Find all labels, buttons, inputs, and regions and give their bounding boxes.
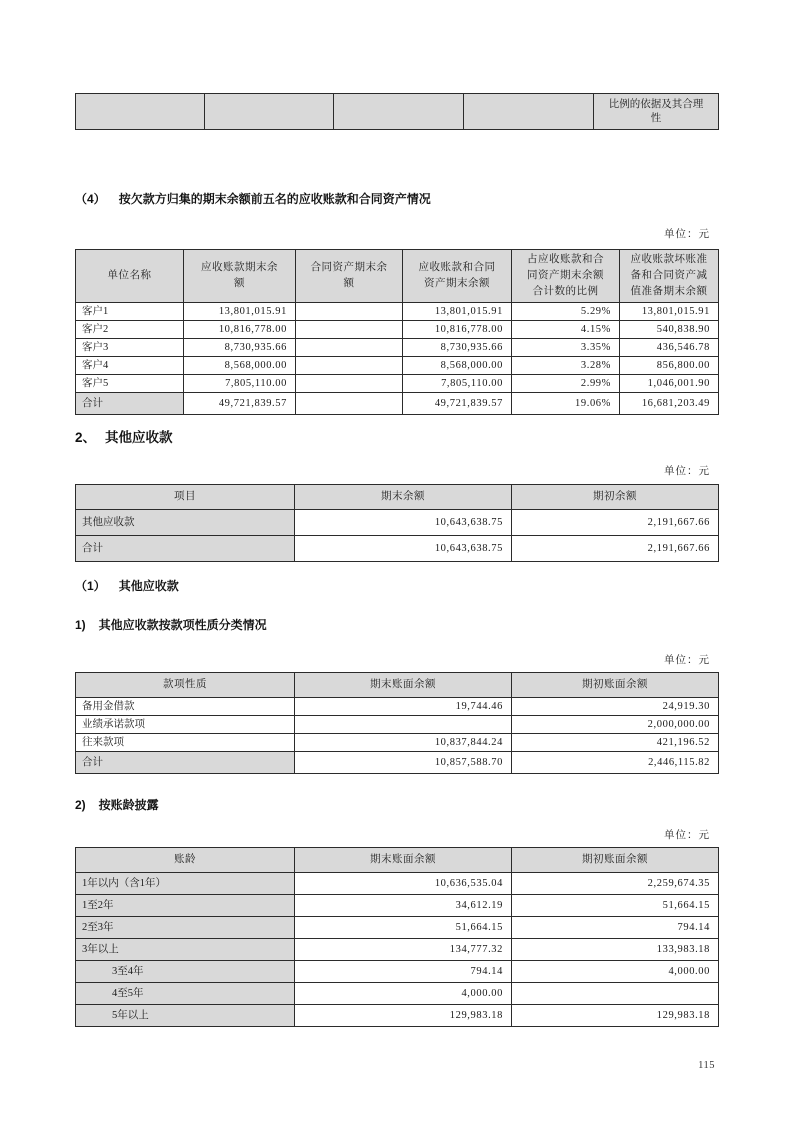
- table-cell: 3至4年: [76, 961, 295, 983]
- heading-title: 按账龄披露: [98, 798, 159, 812]
- table-cell: 1,046,001.90: [620, 375, 719, 393]
- table-cell: 1年以内（含1年）: [76, 873, 295, 895]
- table-cell: 794.14: [295, 961, 512, 983]
- heading-title: 按欠款方归集的期末余额前五名的应收账款和合同资产情况: [118, 192, 431, 206]
- table-row: [76, 303, 719, 321]
- unit-label: 单位：元: [664, 830, 710, 841]
- table-cell: [512, 983, 719, 1005]
- table-cell: 往来款项: [76, 734, 295, 752]
- table-cell: 421,196.52: [512, 734, 719, 752]
- column-header: 期末余额: [295, 485, 512, 510]
- table-cell: 2,000,000.00: [512, 716, 719, 734]
- table-cell: 5年以上: [76, 1005, 295, 1027]
- page-content: [75, 93, 718, 1071]
- table-cell: [295, 716, 512, 734]
- table-cell: 3年以上: [76, 939, 295, 961]
- table-cell: 129,983.18: [512, 1005, 719, 1027]
- column-header: 合同资产期末余额: [296, 250, 403, 303]
- heading-number: （1）: [75, 579, 106, 593]
- unit-label: 单位：元: [664, 466, 710, 477]
- heading-number: 1): [75, 618, 86, 632]
- table-cell: 2.99%: [512, 375, 620, 393]
- heading-title: 其他应收款: [118, 579, 179, 593]
- column-header: 应收账款期末余额: [184, 250, 296, 303]
- table-cell: 436,546.78: [620, 339, 719, 357]
- table-cell: 10,816,778.00: [184, 321, 296, 339]
- table-cell: 10,636,535.04: [295, 873, 512, 895]
- table-row: [76, 895, 719, 917]
- table-cell: 540,838.90: [620, 321, 719, 339]
- table-header-row: [76, 673, 719, 698]
- table-cell: 19.06%: [512, 393, 620, 415]
- table-cell: 4,000.00: [512, 961, 719, 983]
- table-row: [76, 917, 719, 939]
- unit-label: 单位：元: [664, 655, 710, 666]
- table-cell: 2,191,667.66: [512, 510, 719, 536]
- table-total-row: [76, 752, 719, 774]
- table-cell: 2,446,115.82: [512, 752, 719, 774]
- top5-table: [75, 249, 719, 415]
- subsection-heading-by-nature: [75, 618, 718, 633]
- table-row: [76, 716, 719, 734]
- table-cell: 10,643,638.75: [295, 536, 512, 562]
- by-nature-table: [75, 672, 719, 774]
- table-cell: 4,000.00: [295, 983, 512, 1005]
- table-cell: 10,816,778.00: [403, 321, 512, 339]
- table-cell: 客户3: [76, 339, 184, 357]
- column-header: 期末账面余额: [295, 673, 512, 698]
- table-total-row: [76, 536, 719, 562]
- table-cell: 13,801,015.91: [184, 303, 296, 321]
- table-row: [76, 873, 719, 895]
- table-row: [76, 375, 719, 393]
- table-cell: 794.14: [512, 917, 719, 939]
- table-cell: 856,800.00: [620, 357, 719, 375]
- subsection-heading-by-aging: [75, 798, 718, 813]
- table-row: [76, 357, 719, 375]
- table-cell: 业绩承诺款项: [76, 716, 295, 734]
- table-cell: 16,681,203.49: [620, 393, 719, 415]
- heading-number: （4）: [75, 192, 106, 206]
- column-header: 期末账面余额: [295, 848, 512, 873]
- table-row: [76, 983, 719, 1005]
- column-header: 项目: [76, 485, 295, 510]
- page-number: 115: [698, 1060, 715, 1071]
- table-cell: 其他应收款: [76, 510, 295, 536]
- table-cell: 10,857,588.70: [295, 752, 512, 774]
- table-cell: 4.15%: [512, 321, 620, 339]
- table-cell: 5.29%: [512, 303, 620, 321]
- table-cell: [296, 339, 403, 357]
- table-cell: 1至2年: [76, 895, 295, 917]
- table-cell: 客户5: [76, 375, 184, 393]
- table-row: [76, 961, 719, 983]
- table-cell: [296, 375, 403, 393]
- table-row: [76, 339, 719, 357]
- table-cell: 比例的依据及其合理性: [594, 94, 719, 130]
- section-heading-top5: [75, 192, 718, 207]
- table-row: [76, 321, 719, 339]
- section-heading-other-receivables: [75, 429, 718, 446]
- table-cell: 4至5年: [76, 983, 295, 1005]
- table-cell: 8,730,935.66: [403, 339, 512, 357]
- table-cell: [76, 94, 205, 130]
- table-cell: 8,568,000.00: [403, 357, 512, 375]
- table-cell: 3.35%: [512, 339, 620, 357]
- table-cell: 51,664.15: [295, 917, 512, 939]
- column-header: 占应收账款和合同资产期末余额合计数的比例: [512, 250, 620, 303]
- table-cell: 8,568,000.00: [184, 357, 296, 375]
- table-cell: 134,777.32: [295, 939, 512, 961]
- column-header: 应收账款和合同资产期末余额: [403, 250, 512, 303]
- table-row: [76, 939, 719, 961]
- table-cell: [296, 303, 403, 321]
- table-cell: 客户4: [76, 357, 184, 375]
- subsection-heading-other-receivables: [75, 579, 718, 594]
- table-cell: 备用金借款: [76, 698, 295, 716]
- heading-number: 2): [75, 798, 86, 812]
- table-header-row: [76, 250, 719, 303]
- heading-number: 2、: [75, 430, 97, 445]
- heading-title: 其他应收款: [105, 430, 173, 445]
- unit-label: 单位：元: [664, 229, 710, 240]
- table-cell: [464, 94, 594, 130]
- table-cell: 合计: [76, 393, 184, 415]
- table-cell: 合计: [76, 752, 295, 774]
- by-aging-table: [75, 847, 719, 1027]
- column-header: 单位名称: [76, 250, 184, 303]
- carryover-table: [75, 93, 719, 130]
- table-header-row: [76, 848, 719, 873]
- table-cell: 2,259,674.35: [512, 873, 719, 895]
- table-cell: 合计: [76, 536, 295, 562]
- table-cell: 51,664.15: [512, 895, 719, 917]
- table-row: [76, 1005, 719, 1027]
- column-header: 应收账款坏账准备和合同资产减值准备期末余额: [620, 250, 719, 303]
- table-row: [76, 734, 719, 752]
- heading-title: 其他应收款按款项性质分类情况: [98, 618, 267, 632]
- table-header-row: [76, 485, 719, 510]
- table-cell: 34,612.19: [295, 895, 512, 917]
- column-header: 账龄: [76, 848, 295, 873]
- column-header: 款项性质: [76, 673, 295, 698]
- table-row: [76, 698, 719, 716]
- table-cell: 3.28%: [512, 357, 620, 375]
- table-row: [76, 510, 719, 536]
- table-cell: 7,805,110.00: [403, 375, 512, 393]
- table-row: [76, 94, 719, 130]
- table-cell: 10,643,638.75: [295, 510, 512, 536]
- table-cell: 客户2: [76, 321, 184, 339]
- table-cell: [296, 393, 403, 415]
- table-cell: 客户1: [76, 303, 184, 321]
- table-cell: 10,837,844.24: [295, 734, 512, 752]
- table-cell: 24,919.30: [512, 698, 719, 716]
- other-receivables-table: [75, 484, 719, 562]
- column-header: 期初账面余额: [512, 673, 719, 698]
- table-cell: 19,744.46: [295, 698, 512, 716]
- table-cell: 49,721,839.57: [184, 393, 296, 415]
- table-cell: 2至3年: [76, 917, 295, 939]
- column-header: 期初余额: [512, 485, 719, 510]
- table-cell: 49,721,839.57: [403, 393, 512, 415]
- table-cell: 133,983.18: [512, 939, 719, 961]
- table-cell: [296, 357, 403, 375]
- table-cell: [296, 321, 403, 339]
- table-cell: 13,801,015.91: [620, 303, 719, 321]
- table-cell: 7,805,110.00: [184, 375, 296, 393]
- table-total-row: [76, 393, 719, 415]
- table-cell: 2,191,667.66: [512, 536, 719, 562]
- table-cell: [205, 94, 334, 130]
- table-cell: 129,983.18: [295, 1005, 512, 1027]
- table-cell: [334, 94, 464, 130]
- table-cell: 13,801,015.91: [403, 303, 512, 321]
- table-cell: 8,730,935.66: [184, 339, 296, 357]
- column-header: 期初账面余额: [512, 848, 719, 873]
